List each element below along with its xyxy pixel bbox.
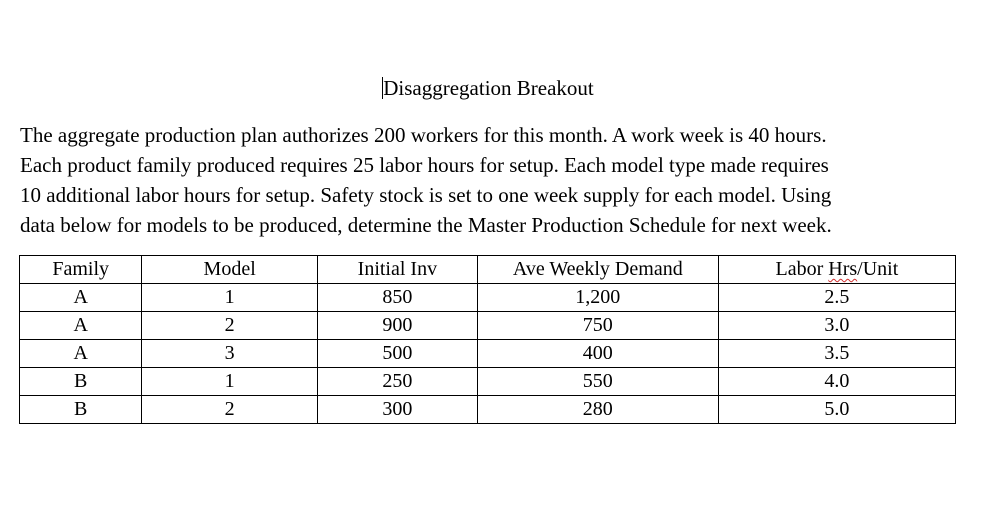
cell-initial-inv: 850: [317, 284, 477, 312]
cell-initial-inv: 900: [317, 312, 477, 340]
cell-family: B: [20, 396, 142, 424]
document-title-text: Disaggregation Breakout: [383, 76, 594, 100]
spellcheck-flagged-word: Hrs: [828, 258, 858, 280]
cell-model: 1: [142, 368, 318, 396]
cell-family: A: [20, 284, 142, 312]
cell-labor-hrs-unit: 2.5: [718, 284, 955, 312]
header-model: Model: [142, 256, 318, 284]
table-row: [20, 284, 956, 312]
header-family: Family: [20, 256, 142, 284]
table-row: [20, 340, 956, 368]
cell-labor-hrs-unit: 4.0: [718, 368, 955, 396]
cell-ave-weekly-demand: 280: [477, 396, 718, 424]
header-initial-inv: Initial Inv: [317, 256, 477, 284]
cell-family: A: [20, 312, 142, 340]
table-row: [20, 368, 956, 396]
paragraph-line-1: The aggregate production plan authorizes 200 workers for this month. A work week is 40 hours.: [20, 123, 827, 147]
table-row: [20, 396, 956, 424]
header-labor-prefix: Labor: [775, 258, 829, 280]
paragraph-line-2: Each product family produced requires 25 labor hours for setup. Each model type made requires: [20, 153, 829, 177]
table-row: [20, 312, 956, 340]
cell-model: 1: [142, 284, 318, 312]
models-table: [19, 255, 956, 424]
header-labor-suffix: /Unit: [857, 258, 899, 280]
cell-labor-hrs-unit: 3.0: [718, 312, 955, 340]
cell-model: 2: [142, 396, 318, 424]
problem-paragraph: [20, 120, 970, 240]
cell-ave-weekly-demand: 1,200: [477, 284, 718, 312]
cell-ave-weekly-demand: 750: [477, 312, 718, 340]
paragraph-line-4: data below for models to be produced, determine the Master Production Schedule for next week.: [20, 213, 832, 237]
cell-initial-inv: 250: [317, 368, 477, 396]
cell-initial-inv: 500: [317, 340, 477, 368]
cell-labor-hrs-unit: 3.5: [718, 340, 955, 368]
cell-family: B: [20, 368, 142, 396]
cell-ave-weekly-demand: 550: [477, 368, 718, 396]
cell-model: 3: [142, 340, 318, 368]
cell-labor-hrs-unit: 5.0: [718, 396, 955, 424]
document-title: [0, 74, 976, 102]
cell-model: 2: [142, 312, 318, 340]
paragraph-line-3: 10 additional labor hours for setup. Safety stock is set to one week supply for each model. Using: [20, 183, 832, 207]
table-header-row: [20, 256, 956, 284]
cell-initial-inv: 300: [317, 396, 477, 424]
header-labor-hrs-unit: [718, 256, 955, 284]
header-ave-weekly-demand: Ave Weekly Demand: [477, 256, 718, 284]
cell-ave-weekly-demand: 400: [477, 340, 718, 368]
cell-family: A: [20, 340, 142, 368]
